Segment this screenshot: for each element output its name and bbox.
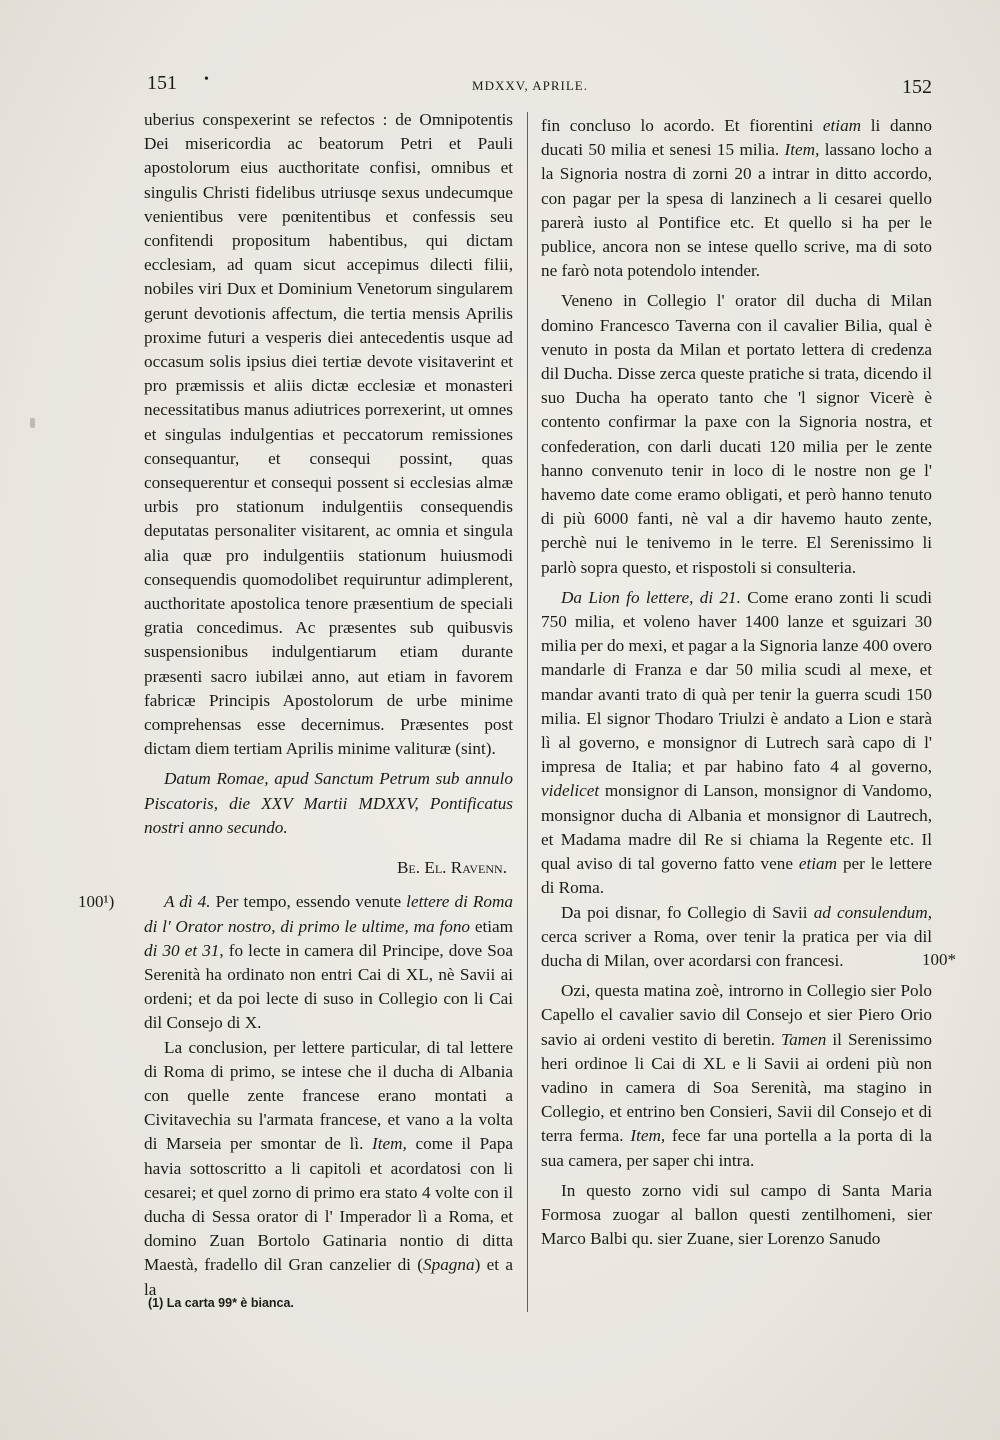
- header-dot: •: [204, 72, 209, 87]
- running-title: MDXXV, APRILE.: [472, 78, 588, 93]
- paragraph-afternoon: [541, 901, 932, 974]
- today-text-5: fece far una portella a la porta di la sua camera, per saper chi intra.: [541, 1126, 932, 1170]
- today-text-3: il Serenissimo heri ordinoe li Cai di XL e li Savii ai ordeni più non vadino in camera di Soa Serenità, ma stagino in Collegio, et entrino ben Consieri, Savii dil Consejo et di terra ferma.: [541, 1029, 933, 1146]
- paragraph-lion-letters: [541, 586, 932, 901]
- right-margin-note: 100*: [922, 950, 956, 969]
- today-text-4: Item,: [630, 1126, 666, 1146]
- entry-date: A dì 4.: [164, 892, 211, 912]
- afternoon-text-1: Da poi disnar, fo Collegio di Savii: [561, 902, 814, 922]
- accord-text-2: etiam: [822, 116, 862, 135]
- left-column: [144, 108, 513, 1302]
- lion-text-3: videlicet: [541, 781, 600, 801]
- right-page-number: 152: [902, 76, 932, 98]
- entry-april-4: [144, 890, 513, 1035]
- afternoon-text-2: ad consulendum,: [813, 902, 932, 922]
- left-page-number: 151: [147, 72, 177, 94]
- lion-text-5: etiam: [798, 854, 838, 874]
- paragraph-today: [541, 979, 932, 1173]
- right-column: [541, 114, 932, 1251]
- entry-text-1: Per tempo, essendo venute: [210, 892, 407, 912]
- conclusion-text-1: La conclusion, per lettere particular, di tal lettere di Roma di primo, se intese che il ducha di Albania con quelle zente francese erano montati a Civitavechia su l'armata francese, et vano a la volta di Marseia per smontar de lì.: [144, 1037, 513, 1154]
- accord-text-3: li danno ducati 50 milia et senesi 15 milia.: [541, 116, 932, 160]
- accord-text-1: fin concluso lo acordo. Et fiorentini: [541, 116, 823, 135]
- page-header: [0, 72, 1000, 102]
- entry-text-5: fo lecte in camera dil Principe, dove Soa Serenità ha ordinato non entri Cai di XL, nè Savii ai ordeni; et da poi lecte di suso in Collegio con li Cai dil Consejo di X.: [144, 940, 514, 1033]
- accord-text-4: Item,: [784, 140, 820, 160]
- paper-blemish: [30, 418, 35, 428]
- conclusion-text-4: Spagna: [423, 1255, 475, 1275]
- paragraph-conclusion: [144, 1036, 513, 1302]
- entry-text-2: lettere di Roma di l' Orator nostro, di primo le ultime, ma fono: [144, 892, 513, 936]
- footnote: (1) La carta 99* è bianca.: [148, 1296, 294, 1310]
- entry-text-3: etiam: [470, 916, 513, 936]
- papal-brief-text: uberius conspexerint se refectos : de Omnipotentis Dei misericordia ac beatorum Petri et Pauli apostolorum eius aucthoritate confisi, omnibus et singulis Christi fidelibus utriusqe sexus undecumque venientibus vere pœnitentibus et confessis seu confitendi propositum habentibus, qui dictam ecclesiam, ad quam sicut accepimus dilecti filii, nobiles viri Dux et Dominium Venetorum singularem gerunt devotionis affectum, die tertia mensis Aprilis proxime futuri a vesperis diei antecedentis usque ad occasum solis ipsius diei tertiæ devote visitaverint et pro præmissis et aliis dictæ ecclesiæ et monasteri necessitatibus manus adiutrices porrexerint, ut omnes et singulas indulgentias et peccatorum remissiones consequantur, et consequi possint, quas consequerentur et consequi possent si ecclesias almæ urbis pro stationum indulgentiis consequendis deputatas personaliter visitarent, ac omnia et singula alia quæ pro indulgentiis stationum huiusmodi consequendis quomodolibet requiruntur adimplerent, aucthoritate apostolica tenore præsentium de speciali gratia concedimus. Ac præsentes sub quibusvis suspensionibus indulgentiarum etiam durante præsenti sacro iubilæi anno, aut etiam in favorem fabricæ Principis Apostolorum de urbe minime comprehensas esse decernimus. Præsentes post dictam diem tertiam Aprilis minime valituræ (sint).: [144, 110, 513, 759]
- signature: Be. El. Ravenn.: [396, 858, 507, 878]
- left-margin-note: 100¹): [78, 892, 115, 911]
- column-divider: [527, 112, 528, 1312]
- paragraph-ballon: In questo zorno vidi sul campo di Santa Maria Formosa zuogar al ballon questi zentilhomeni, sier Marco Balbi qu. sier Zuane, sier Lorenzo Sanudo: [541, 1180, 932, 1249]
- dating-clause: [144, 767, 513, 840]
- paragraph-accord: [541, 114, 932, 283]
- today-text-2: Tamen: [781, 1029, 827, 1049]
- entry-text-4: di 30 et 31,: [144, 940, 224, 960]
- afternoon-text-3: cerca scriver a Roma, over tenir la pratica per via dil ducha di Milan, over acordarsi con francesi.: [541, 926, 932, 970]
- lion-text-6: per le lettere di Roma.: [541, 854, 932, 898]
- conclusion-text-3: come il Papa havia sottoscritto a li capitoli et acordatosi con li cesarei; et quel zorno di primo era stato 4 volte con il ducha di Sessa orator di l' Imperador lì a Roma, et domino Zuan Bortolo Gatinaria nontio di ditta Maestà, fradello dil Gran canzelier di (: [144, 1134, 513, 1275]
- conclusion-text-5: ) et a la: [144, 1255, 513, 1299]
- paragraph-milan-orator: Veneno in Collegio l' orator dil ducha di Milan domino Francesco Taverna con il cavalier Bilia, qual è venuto in posta da Milan et portato lettera di credenza dil Ducha. Disse zerca queste pratiche si trata, dicendo il suo Ducha ha operato tanto che 'l signor Vicerè è contento confirmar la paxe con la Signoria nostra, et confederation, con darli ducati 120 milia per le zente hanno convenuto tenir in loco di le nostre non ge l' havemo date come eramo obligati, et però hanno tenuto di più 6000 fanti, nè val a dir havemo hauto zente, perchè nui le tenivemo in le terre. El Serenissimo li parlò sopra questo, et rispostoli si consulteria.: [541, 291, 932, 577]
- today-text-1: Ozi, questa matina zoè, introrno in Collegio sier Polo Capello el cavalier savio dil Consejo et sier Piero Orio savio ai ordeni vestito di beretin.: [541, 981, 932, 1049]
- lion-text-1: Da Lion fo lettere, di 21.: [561, 587, 741, 607]
- lion-text-4: monsignor di Lanson, monsignor di Vandomo, monsignor ducha di Albania et monsignor di Lautrech, et Madama madre dil Re si chiama la Regente etc. Il qual aviso di tal governo fatto vene: [541, 781, 932, 874]
- conclusion-text-2: Item,: [372, 1134, 407, 1154]
- accord-text-5: lassano locho a la Signoria nostra di zorni 20 a intrar in ditto accordo, con pagar per la spesa di lanzinech a li cesarei quello parerà iusto al Pontifice etc. Et quello si ha per le publice, ancora non se intese quello scrive, ma di soto ne farò nota potendolo intender.: [541, 140, 932, 281]
- lion-text-2: Come erano zonti li scudi 750 milia, et voleno haver 1400 lanze et sguizari 30 milia per do mexi, et pagar a la Signoria lanze 400 overo mandarle di Franza e dar 50 milia scudi al mexe, et mandar avanti trato di quà per tenir la guerra scudi 150 milia. El signor Thodaro Triulzi è andato a Lion e starà lì al governo, e monsignor di Lutrech sarà capo di l' impresa de Italia; et par habino fato 4 al governo,: [541, 587, 933, 777]
- dating-clause-text: Datum Romae, apud Sanctum Petrum sub annulo Piscatoris, die XXV Martii MDXXV, Pontificatus nostri anno secundo.: [144, 769, 513, 837]
